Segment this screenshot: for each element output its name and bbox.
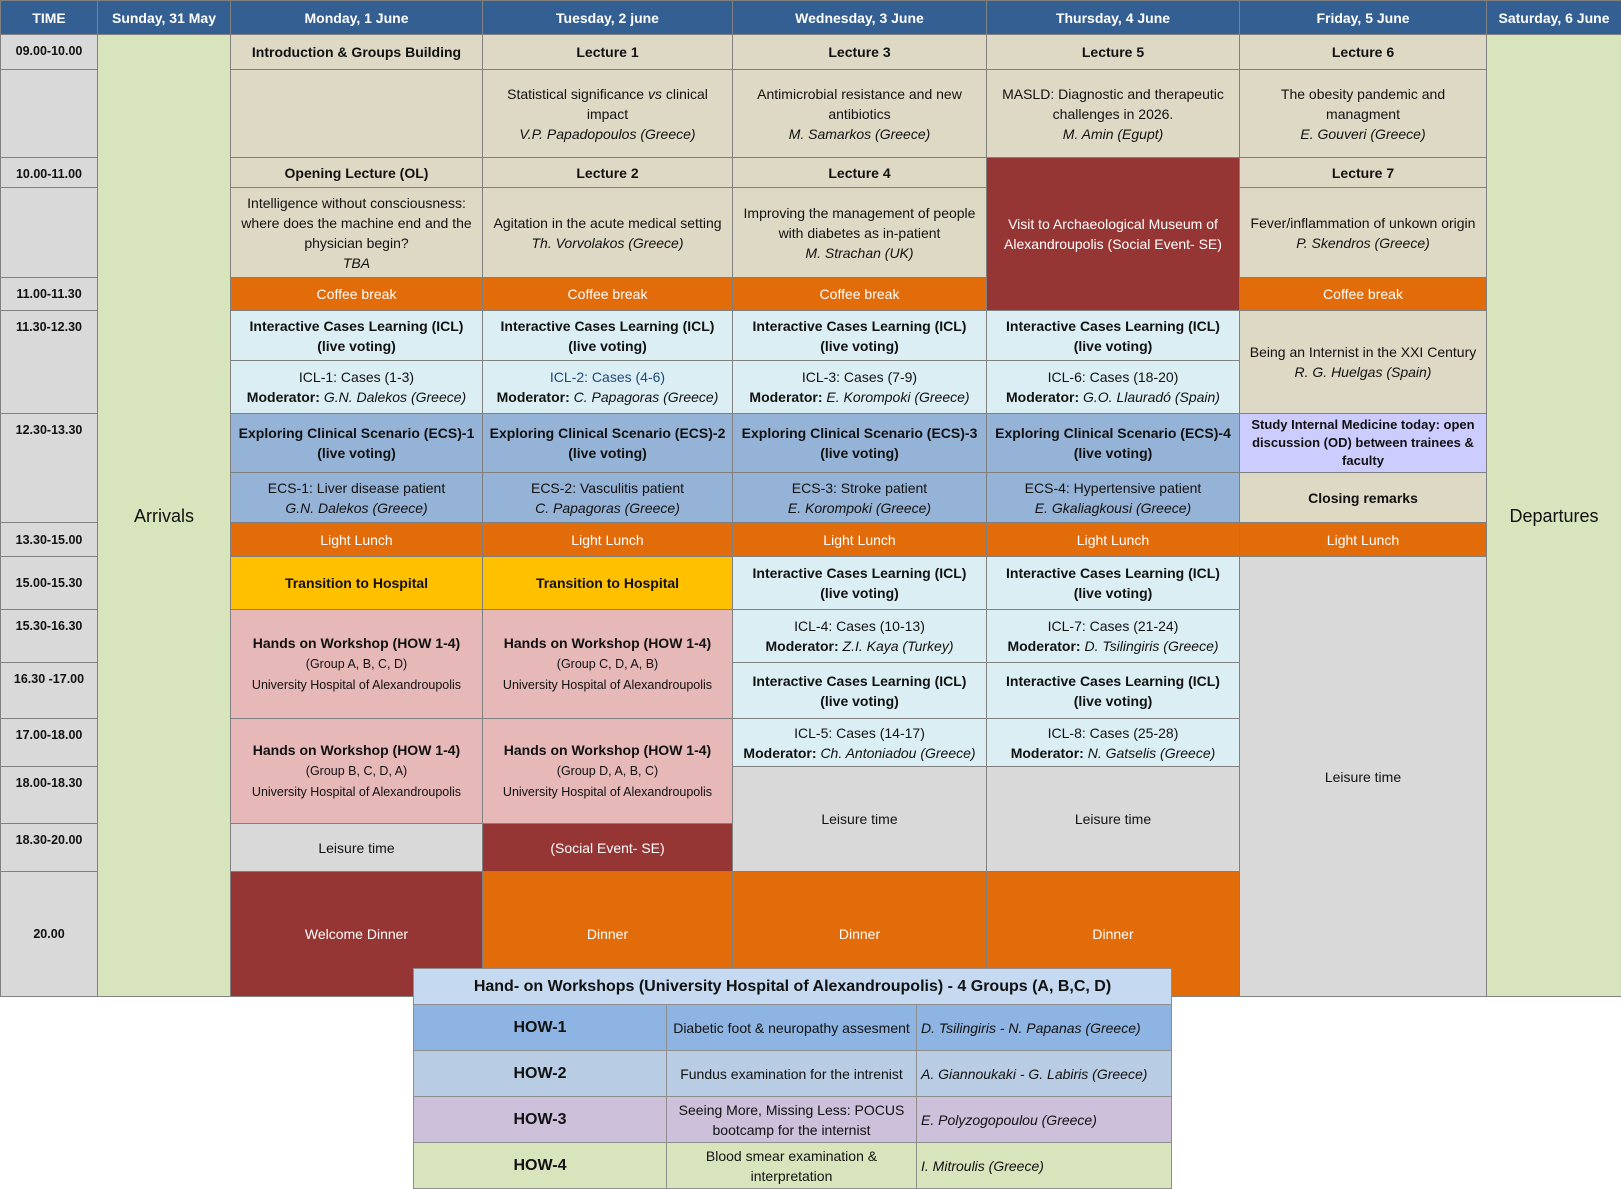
friday-internist-text: Being an Internist in the XXI Century <box>1250 344 1476 360</box>
wednesday-icl5-cases-text: ICL-5: Cases (14-17) <box>794 725 925 741</box>
thursday-lunch: Light Lunch <box>987 523 1240 557</box>
header-sunday: Sunday, 31 May <box>98 1 231 35</box>
tuesday-workshop-1-groups: (Group C, D, A, B) <box>557 657 658 671</box>
tuesday-lecture1-speaker: V.P. Papadopoulos (Greece) <box>519 126 695 142</box>
wednesday-icl4-cases-text: ICL-4: Cases (10-13) <box>794 618 925 634</box>
tuesday-icl-title-text: Interactive Cases Learning (ICL) <box>501 318 715 334</box>
wednesday-lecture4 <box>733 188 987 278</box>
time-1100: 11.00-11.30 <box>1 278 98 311</box>
thursday-icl7-voting: (live voting) <box>1074 585 1153 601</box>
time-1230: 12.30-13.30 <box>1 414 98 523</box>
tuesday-lecture1-title: Lecture 1 <box>483 35 733 70</box>
monday-icl-cases <box>231 361 483 414</box>
workshop-speaker: E. Polyzogopoulou (Greece) <box>917 1097 1172 1143</box>
thursday-icl8-voting: (live voting) <box>1074 693 1153 709</box>
friday-internist <box>1240 311 1487 414</box>
time-1330: 13.30-15.00 <box>1 523 98 557</box>
tuesday-workshop-2-title: Hands on Workshop (HOW 1-4) <box>504 742 711 758</box>
friday-internist-speaker: R. G. Huelgas (Spain) <box>1295 364 1432 380</box>
monday-dinner: Dinner <box>483 872 733 997</box>
friday-lecture7 <box>1240 188 1487 278</box>
wednesday-coffee: Coffee break <box>733 278 987 311</box>
friday-study-discussion: Study Internal Medicine today: open discussion (OD) between trainees & faculty <box>1240 414 1487 473</box>
workshop-code: HOW-1 <box>414 1005 667 1051</box>
friday-lecture7-text: Fever/inflammation of unkown origin <box>1251 215 1476 231</box>
workshop-topic: Seeing More, Missing Less: POCUS bootcamp for the internist <box>667 1097 917 1143</box>
monday-workshop-1-title: Hands on Workshop (HOW 1-4) <box>253 635 460 651</box>
wednesday-ecs-voting: (live voting) <box>820 445 899 461</box>
thursday-icl-voting: (live voting) <box>1074 338 1153 354</box>
thursday-icl-title-text: Interactive Cases Learning (ICL) <box>1006 318 1220 334</box>
monday-icl-voting: (live voting) <box>317 338 396 354</box>
monday-ecs <box>231 473 483 523</box>
wednesday-lecture4-speaker: M. Strachan (UK) <box>805 245 913 261</box>
workshop-row <box>414 1097 1172 1143</box>
thursday-icl8-moderator: N. Gatselis (Greece) <box>1088 745 1216 761</box>
friday-lecture7-title: Lecture 7 <box>1240 158 1487 188</box>
tuesday-coffee: Coffee break <box>483 278 733 311</box>
wednesday-lunch: Light Lunch <box>733 523 987 557</box>
monday-ecs-voting: (live voting) <box>317 445 396 461</box>
wednesday-ecs-title <box>733 414 987 473</box>
tuesday-icl-moderator-label: Moderator: <box>497 389 570 405</box>
monday-ol-speaker: TBA <box>343 255 370 271</box>
thursday-ecs-voting: (live voting) <box>1074 445 1153 461</box>
monday-ecs-title <box>231 414 483 473</box>
tuesday-icl-cases-text: ICL-2: Cases (4-6) <box>550 369 665 385</box>
thursday-icl8-cases-text: ICL-8: Cases (25-28) <box>1048 725 1179 741</box>
wednesday-icl4-moderator: Z.I. Kaya (Turkey) <box>843 638 954 654</box>
monday-workshop-1-groups: (Group A, B, C, D) <box>306 657 407 671</box>
wednesday-lecture3-title: Lecture 3 <box>733 35 987 70</box>
workshop-speaker: A. Giannoukaki - G. Labiris (Greece) <box>917 1051 1172 1097</box>
tuesday-workshop-2-location: University Hospital of Alexandroupolis <box>503 785 712 799</box>
wednesday-icl3-cases-text: ICL-3: Cases (7-9) <box>802 369 917 385</box>
monday-coffee: Coffee break <box>231 278 483 311</box>
tuesday-social-event: (Social Event- SE) <box>483 824 733 872</box>
wednesday-icl4-moderator-label: Moderator: <box>766 638 839 654</box>
monday-workshop-2-groups: (Group B, C, D, A) <box>306 764 407 778</box>
wednesday-lecture4-title: Lecture 4 <box>733 158 987 188</box>
header-monday: Monday, 1 June <box>231 1 483 35</box>
tuesday-icl-title <box>483 311 733 361</box>
thursday-leisure: Leisure time <box>987 767 1240 872</box>
monday-workshop-2 <box>231 719 483 824</box>
thursday-icl6-cases <box>987 361 1240 414</box>
tuesday-lecture2-title: Lecture 2 <box>483 158 733 188</box>
workshop-code: HOW-3 <box>414 1097 667 1143</box>
wednesday-icl4-title <box>733 557 987 610</box>
tuesday-ecs-text: ECS-2: Vasculitis patient <box>531 480 684 496</box>
friday-lecture6-title: Lecture 6 <box>1240 35 1487 70</box>
thursday-icl7-title <box>987 557 1240 610</box>
monday-transition: Transition to Hospital <box>231 557 483 610</box>
wednesday-ecs <box>733 473 987 523</box>
thursday-ecs-title <box>987 414 1240 473</box>
tuesday-transition: Transition to Hospital <box>483 557 733 610</box>
monday-lunch: Light Lunch <box>231 523 483 557</box>
thursday-lecture5-speaker: M. Amin (Egupt) <box>1063 126 1164 142</box>
wednesday-leisure: Leisure time <box>733 767 987 872</box>
workshop-code: HOW-4 <box>414 1143 667 1189</box>
tuesday-ecs-speaker: C. Papagoras (Greece) <box>535 500 680 516</box>
friday-lecture6 <box>1240 70 1487 158</box>
friday-leisure: Leisure time <box>1240 557 1487 997</box>
tuesday-icl-moderator: C. Papagoras (Greece) <box>574 389 719 405</box>
tuesday-ecs <box>483 473 733 523</box>
thursday-icl8-title <box>987 663 1240 719</box>
workshop-speaker: I. Mitroulis (Greece) <box>917 1143 1172 1189</box>
wednesday-icl5-moderator-label: Moderator: <box>743 745 816 761</box>
monday-workshop-2-title: Hands on Workshop (HOW 1-4) <box>253 742 460 758</box>
monday-ecs-title-text: Exploring Clinical Scenario (ECS)-1 <box>239 425 475 441</box>
monday-ol-title: Opening Lecture (OL) <box>231 158 483 188</box>
wednesday-lecture3-speaker: M. Samarkos (Greece) <box>789 126 931 142</box>
thursday-ecs <box>987 473 1240 523</box>
monday-icl-cases-text: ICL-1: Cases (1-3) <box>299 369 414 385</box>
workshop-row <box>414 1051 1172 1097</box>
time-1700: 17.00-18.00 <box>1 719 98 767</box>
tuesday-workshop-1 <box>483 610 733 719</box>
time-1130: 11.30-12.30 <box>1 311 98 414</box>
monday-intro: Introduction & Groups Building <box>231 35 483 70</box>
workshop-row <box>414 1005 1172 1051</box>
tuesday-workshop-1-title: Hands on Workshop (HOW 1-4) <box>504 635 711 651</box>
tuesday-ecs-title-text: Exploring Clinical Scenario (ECS)-2 <box>490 425 726 441</box>
header-thursday: Thursday, 4 June <box>987 1 1240 35</box>
monday-intro-content <box>231 70 483 158</box>
time-1000-cont <box>1 188 98 278</box>
monday-icl-moderator: G.N. Dalekos (Greece) <box>324 389 466 405</box>
wednesday-ecs-text: ECS-3: Stroke patient <box>792 480 927 496</box>
friday-lunch: Light Lunch <box>1240 523 1487 557</box>
header-saturday: Saturday, 6 June <box>1487 1 1621 35</box>
workshops-title: Hand- on Workshops (University Hospital of Alexandroupolis) - 4 Groups (A, B,C, D) <box>414 969 1172 1005</box>
tuesday-lecture1-text: Statistical significance <box>507 86 644 102</box>
friday-lecture7-speaker: P. Skendros (Greece) <box>1296 235 1430 251</box>
monday-workshop-1 <box>231 610 483 719</box>
header-wednesday: Wednesday, 3 June <box>733 1 987 35</box>
thursday-icl7-moderator: D. Tsilingiris (Greece) <box>1084 638 1218 654</box>
wednesday-icl3-moderator: E. Korompoki (Greece) <box>826 389 969 405</box>
thursday-lecture5-text: MASLD: Diagnostic and therapeutic challenges in 2026. <box>1002 86 1224 122</box>
friday-lecture6-text: The obesity pandemic and managment <box>1281 86 1445 122</box>
workshop-topic: Blood smear examination & interpretation <box>667 1143 917 1189</box>
time-1830: 18.30-20.00 <box>1 824 98 872</box>
wednesday-icl4-title-text: Interactive Cases Learning (ICL) <box>753 565 967 581</box>
time-1530: 15.30-16.30 <box>1 610 98 663</box>
thursday-icl8-title-text: Interactive Cases Learning (ICL) <box>1006 673 1220 689</box>
wednesday-lecture3 <box>733 70 987 158</box>
sunday-welcome-dinner: Welcome Dinner <box>231 872 483 997</box>
thursday-icl6-moderator: G.O. Llauradó (Spain) <box>1083 389 1220 405</box>
monday-ol <box>231 188 483 278</box>
thursday-ecs-title-text: Exploring Clinical Scenario (ECS)-4 <box>995 425 1231 441</box>
wednesday-icl3-moderator-label: Moderator: <box>749 389 822 405</box>
tuesday-icl-cases <box>483 361 733 414</box>
time-0900-cont <box>1 70 98 158</box>
tuesday-workshop-2 <box>483 719 733 824</box>
thursday-icl6-moderator-label: Moderator: <box>1006 389 1079 405</box>
wednesday-icl-title <box>733 311 987 361</box>
thursday-icl-title <box>987 311 1240 361</box>
thursday-ecs-speaker: E. Gkaliagkousi (Greece) <box>1035 500 1191 516</box>
wednesday-icl-voting: (live voting) <box>820 338 899 354</box>
wednesday-lecture4-text: Improving the management of people with diabetes as in-patient <box>744 205 976 241</box>
header-tuesday: Tuesday, 2 june <box>483 1 733 35</box>
friday-coffee: Coffee break <box>1240 278 1487 311</box>
thursday-icl7-title-text: Interactive Cases Learning (ICL) <box>1006 565 1220 581</box>
wednesday-icl5-title-text: Interactive Cases Learning (ICL) <box>753 673 967 689</box>
time-0900: 09.00-10.00 <box>1 35 98 70</box>
time-1630: 16.30 -17.00 <box>1 663 98 719</box>
workshop-code: HOW-2 <box>414 1051 667 1097</box>
thursday-icl6-cases-text: ICL-6: Cases (18-20) <box>1048 369 1179 385</box>
tuesday-lunch: Light Lunch <box>483 523 733 557</box>
wednesday-icl5-moderator: Ch. Antoniadou (Greece) <box>820 745 975 761</box>
header-friday: Friday, 5 June <box>1240 1 1487 35</box>
thursday-icl7-moderator-label: Moderator: <box>1007 638 1080 654</box>
tuesday-lecture2-text: Agitation in the acute medical setting <box>493 215 721 231</box>
friday-lecture6-speaker: E. Gouveri (Greece) <box>1300 126 1425 142</box>
header-time: TIME <box>1 1 98 35</box>
workshops-table <box>413 968 1172 1189</box>
tuesday-workshop-1-location: University Hospital of Alexandroupolis <box>503 678 712 692</box>
wednesday-icl5-title <box>733 663 987 719</box>
monday-icl-moderator-label: Moderator: <box>247 389 320 405</box>
saturday-departures: Departures <box>1487 35 1621 997</box>
monday-ol-text: Intelligence without consciousness: where does the machine end and the physician begin? <box>241 195 471 251</box>
tuesday-lecture2 <box>483 188 733 278</box>
friday-closing-remarks: Closing remarks <box>1240 473 1487 523</box>
wednesday-icl5-voting: (live voting) <box>820 693 899 709</box>
wednesday-icl4-voting: (live voting) <box>820 585 899 601</box>
monday-icl-title-text: Interactive Cases Learning (ICL) <box>250 318 464 334</box>
wednesday-icl3-cases <box>733 361 987 414</box>
thursday-lecture5-title: Lecture 5 <box>987 35 1240 70</box>
thursday-icl8-cases <box>987 719 1240 767</box>
wednesday-icl4-cases <box>733 610 987 663</box>
tuesday-ecs-title <box>483 414 733 473</box>
wednesday-dinner: Dinner <box>987 872 1240 997</box>
time-1500: 15.00-15.30 <box>1 557 98 610</box>
tuesday-lecture1-text2: clinical impact <box>587 86 708 122</box>
thursday-museum-visit: Visit to Archaeological Museum of Alexandroupolis (Social Event- SE) <box>987 158 1240 311</box>
wednesday-ecs-speaker: E. Korompoki (Greece) <box>788 500 931 516</box>
thursday-ecs-text: ECS-4: Hypertensive patient <box>1025 480 1202 496</box>
workshop-speaker: D. Tsilingiris - N. Papanas (Greece) <box>917 1005 1172 1051</box>
thursday-icl8-moderator-label: Moderator: <box>1011 745 1084 761</box>
monday-workshop-1-location: University Hospital of Alexandroupolis <box>252 678 461 692</box>
wednesday-icl5-cases <box>733 719 987 767</box>
thursday-icl7-cases-text: ICL-7: Cases (21-24) <box>1048 618 1179 634</box>
monday-leisure: Leisure time <box>231 824 483 872</box>
tuesday-icl-voting: (live voting) <box>568 338 647 354</box>
tuesday-dinner: Dinner <box>733 872 987 997</box>
tuesday-lecture1-vs: vs <box>648 86 662 102</box>
time-1000: 10.00-11.00 <box>1 158 98 188</box>
time-2000: 20.00 <box>1 872 98 997</box>
monday-icl-title <box>231 311 483 361</box>
workshop-topic: Fundus examination for the intrenist <box>667 1051 917 1097</box>
monday-ecs-text: ECS-1: Liver disease patient <box>268 480 445 496</box>
header-row <box>1 1 1621 35</box>
workshop-topic: Diabetic foot & neuropathy assesment <box>667 1005 917 1051</box>
thursday-icl7-cases <box>987 610 1240 663</box>
monday-ecs-speaker: G.N. Dalekos (Greece) <box>285 500 427 516</box>
workshop-row <box>414 1143 1172 1189</box>
wednesday-icl-title-text: Interactive Cases Learning (ICL) <box>753 318 967 334</box>
time-1800: 18.00-18.30 <box>1 767 98 824</box>
tuesday-ecs-voting: (live voting) <box>568 445 647 461</box>
sunday-arrivals: Arrivals <box>98 35 231 997</box>
tuesday-lecture2-speaker: Th. Vorvolakos (Greece) <box>532 235 684 251</box>
thursday-lecture5 <box>987 70 1240 158</box>
monday-workshop-2-location: University Hospital of Alexandroupolis <box>252 785 461 799</box>
wednesday-lecture3-text: Antimicrobial resistance and new antibiotics <box>757 86 962 122</box>
wednesday-ecs-title-text: Exploring Clinical Scenario (ECS)-3 <box>742 425 978 441</box>
tuesday-lecture1 <box>483 70 733 158</box>
tuesday-workshop-2-groups: (Group D, A, B, C) <box>557 764 658 778</box>
